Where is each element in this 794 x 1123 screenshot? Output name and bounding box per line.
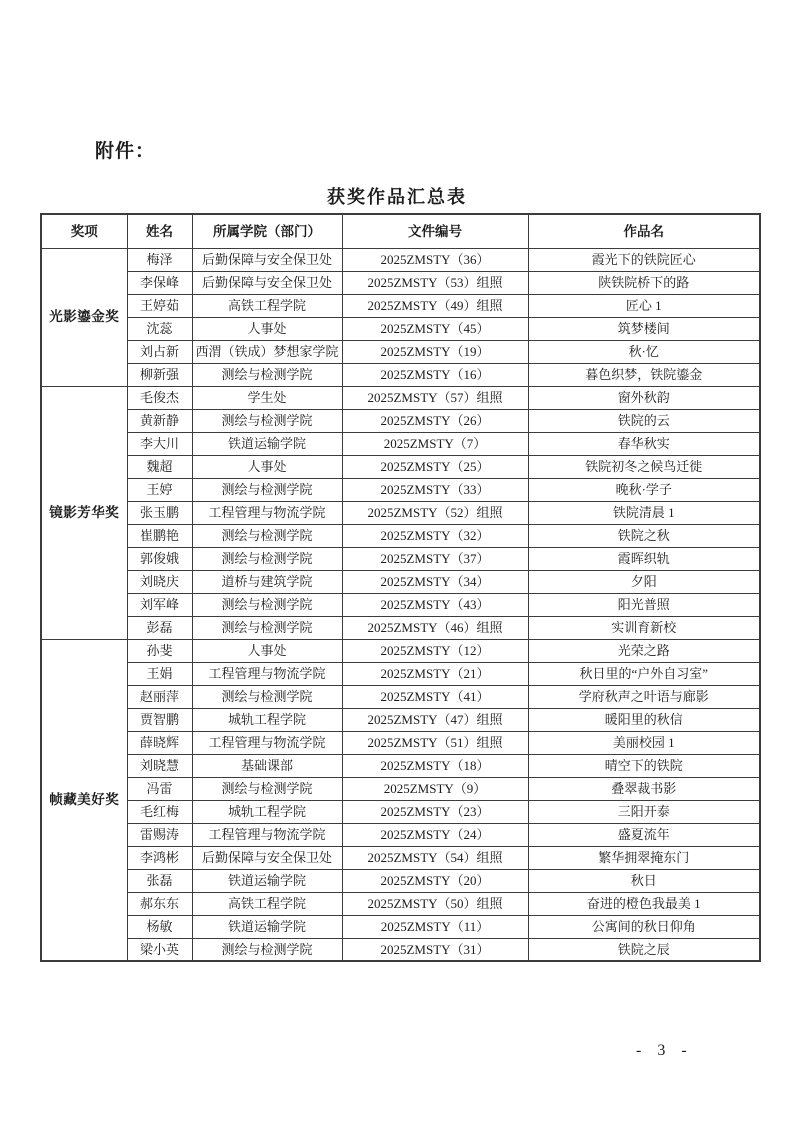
award-cell: 镜影芳华奖 <box>41 386 127 639</box>
awards-table <box>40 213 761 962</box>
table-row <box>41 892 760 915</box>
table-row <box>41 363 760 386</box>
file-number-cell: 2025ZMSTY（37） <box>342 547 528 570</box>
work-title-cell: 窗外秋韵 <box>528 386 760 409</box>
department-cell: 人事处 <box>192 317 342 340</box>
name-cell: 刘军峰 <box>127 593 192 616</box>
file-number-cell: 2025ZMSTY（51）组照 <box>342 731 528 754</box>
table-row <box>41 685 760 708</box>
work-title-cell: 铁院初冬之候鸟迁徙 <box>528 455 760 478</box>
name-cell: 刘晓庆 <box>127 570 192 593</box>
work-title-cell: 叠翠裁书影 <box>528 777 760 800</box>
department-cell: 道桥与建筑学院 <box>192 570 342 593</box>
award-cell: 光影鎏金奖 <box>41 248 127 386</box>
header-row <box>41 214 760 248</box>
work-title-cell: 陕铁院桥下的路 <box>528 271 760 294</box>
file-number-cell: 2025ZMSTY（53）组照 <box>342 271 528 294</box>
table-row <box>41 294 760 317</box>
department-cell: 测绘与检测学院 <box>192 593 342 616</box>
department-cell: 西渭（铁成）梦想家学院 <box>192 340 342 363</box>
department-cell: 后勤保障与安全保卫处 <box>192 846 342 869</box>
work-title-cell: 霞光下的铁院匠心 <box>528 248 760 271</box>
file-number-cell: 2025ZMSTY（25） <box>342 455 528 478</box>
table-row <box>41 547 760 570</box>
name-cell: 郝东东 <box>127 892 192 915</box>
table-row <box>41 731 760 754</box>
department-cell: 工程管理与物流学院 <box>192 662 342 685</box>
table-row <box>41 938 760 961</box>
work-title-cell: 筑梦楼间 <box>528 317 760 340</box>
file-number-cell: 2025ZMSTY（50）组照 <box>342 892 528 915</box>
table-row <box>41 478 760 501</box>
header-department: 所属学院（部门） <box>192 214 342 248</box>
name-cell: 魏超 <box>127 455 192 478</box>
file-number-cell: 2025ZMSTY（19） <box>342 340 528 363</box>
name-cell: 雷赐涛 <box>127 823 192 846</box>
department-cell: 工程管理与物流学院 <box>192 731 342 754</box>
file-number-cell: 2025ZMSTY（7） <box>342 432 528 455</box>
file-number-cell: 2025ZMSTY（49）组照 <box>342 294 528 317</box>
department-cell: 测绘与检测学院 <box>192 478 342 501</box>
work-title-cell: 暮色织梦，铁院鎏金 <box>528 363 760 386</box>
award-cell: 帧藏美好奖 <box>41 639 127 961</box>
name-cell: 张磊 <box>127 869 192 892</box>
table-row <box>41 340 760 363</box>
file-number-cell: 2025ZMSTY（21） <box>342 662 528 685</box>
name-cell: 杨敏 <box>127 915 192 938</box>
department-cell: 高铁工程学院 <box>192 892 342 915</box>
table-row <box>41 754 760 777</box>
file-number-cell: 2025ZMSTY（46）组照 <box>342 616 528 639</box>
department-cell: 后勤保障与安全保卫处 <box>192 271 342 294</box>
file-number-cell: 2025ZMSTY（26） <box>342 409 528 432</box>
work-title-cell: 晴空下的铁院 <box>528 754 760 777</box>
file-number-cell: 2025ZMSTY（23） <box>342 800 528 823</box>
name-cell: 郭俊娥 <box>127 547 192 570</box>
header-file-number: 文件编号 <box>342 214 528 248</box>
table-row <box>41 800 760 823</box>
department-cell: 铁道运输学院 <box>192 869 342 892</box>
work-title-cell: 暖阳里的秋信 <box>528 708 760 731</box>
work-title-cell: 公寓间的秋日仰角 <box>528 915 760 938</box>
name-cell: 沈蕊 <box>127 317 192 340</box>
department-cell: 人事处 <box>192 639 342 662</box>
attachment-label: 附件： <box>95 141 156 162</box>
name-cell: 薛晓辉 <box>127 731 192 754</box>
table-header <box>41 214 760 248</box>
file-number-cell: 2025ZMSTY（45） <box>342 317 528 340</box>
department-cell: 测绘与检测学院 <box>192 616 342 639</box>
table-row <box>41 593 760 616</box>
header-award: 奖项 <box>41 214 127 248</box>
name-cell: 王婷 <box>127 478 192 501</box>
table-row <box>41 317 760 340</box>
page-number: - 3 - <box>636 1042 693 1059</box>
work-title-cell: 光荣之路 <box>528 639 760 662</box>
name-cell: 孙斐 <box>127 639 192 662</box>
work-title-cell: 秋日 <box>528 869 760 892</box>
table-row <box>41 708 760 731</box>
name-cell: 梅泽 <box>127 248 192 271</box>
name-cell: 李鸿彬 <box>127 846 192 869</box>
department-cell: 人事处 <box>192 455 342 478</box>
work-title-cell: 阳光普照 <box>528 593 760 616</box>
department-cell: 测绘与检测学院 <box>192 685 342 708</box>
file-number-cell: 2025ZMSTY（11） <box>342 915 528 938</box>
department-cell: 测绘与检测学院 <box>192 363 342 386</box>
department-cell: 工程管理与物流学院 <box>192 823 342 846</box>
table-row <box>41 823 760 846</box>
work-title-cell: 铁院之秋 <box>528 524 760 547</box>
file-number-cell: 2025ZMSTY（33） <box>342 478 528 501</box>
table-row <box>41 846 760 869</box>
table-row <box>41 662 760 685</box>
file-number-cell: 2025ZMSTY（34） <box>342 570 528 593</box>
work-title-cell: 晚秋·学子 <box>528 478 760 501</box>
work-title-cell: 秋日里的“户外自习室” <box>528 662 760 685</box>
name-cell: 彭磊 <box>127 616 192 639</box>
file-number-cell: 2025ZMSTY（31） <box>342 938 528 961</box>
table-row <box>41 386 760 409</box>
table-row <box>41 777 760 800</box>
table-row <box>41 915 760 938</box>
work-title-cell: 铁院清晨 1 <box>528 501 760 524</box>
table-row <box>41 432 760 455</box>
file-number-cell: 2025ZMSTY（24） <box>342 823 528 846</box>
name-cell: 贾智鹏 <box>127 708 192 731</box>
name-cell: 赵丽萍 <box>127 685 192 708</box>
header-name: 姓名 <box>127 214 192 248</box>
name-cell: 黄新静 <box>127 409 192 432</box>
work-title-cell: 奋进的橙色我最美 1 <box>528 892 760 915</box>
name-cell: 冯雷 <box>127 777 192 800</box>
department-cell: 测绘与检测学院 <box>192 409 342 432</box>
name-cell: 王娟 <box>127 662 192 685</box>
work-title-cell: 实训育新校 <box>528 616 760 639</box>
file-number-cell: 2025ZMSTY（16） <box>342 363 528 386</box>
work-title-cell: 学府秋声之叶语与廊影 <box>528 685 760 708</box>
table-row <box>41 869 760 892</box>
department-cell: 测绘与检测学院 <box>192 938 342 961</box>
work-title-cell: 春华秋实 <box>528 432 760 455</box>
name-cell: 李保峰 <box>127 271 192 294</box>
file-number-cell: 2025ZMSTY（18） <box>342 754 528 777</box>
name-cell: 柳新强 <box>127 363 192 386</box>
department-cell: 铁道运输学院 <box>192 432 342 455</box>
table-row <box>41 570 760 593</box>
table-row <box>41 524 760 547</box>
table-row <box>41 616 760 639</box>
department-cell: 测绘与检测学院 <box>192 524 342 547</box>
file-number-cell: 2025ZMSTY（47）组照 <box>342 708 528 731</box>
name-cell: 毛红梅 <box>127 800 192 823</box>
department-cell: 测绘与检测学院 <box>192 777 342 800</box>
table-row <box>41 501 760 524</box>
file-number-cell: 2025ZMSTY（20） <box>342 869 528 892</box>
department-cell: 测绘与检测学院 <box>192 547 342 570</box>
table-row <box>41 639 760 662</box>
work-title-cell: 霞晖织轨 <box>528 547 760 570</box>
work-title-cell: 铁院的云 <box>528 409 760 432</box>
name-cell: 张玉鹏 <box>127 501 192 524</box>
file-number-cell: 2025ZMSTY（52）组照 <box>342 501 528 524</box>
table-row <box>41 455 760 478</box>
department-cell: 铁道运输学院 <box>192 915 342 938</box>
file-number-cell: 2025ZMSTY（9） <box>342 777 528 800</box>
work-title-cell: 匠心 1 <box>528 294 760 317</box>
table-row <box>41 248 760 271</box>
name-cell: 崔鹏艳 <box>127 524 192 547</box>
work-title-cell: 秋·忆 <box>528 340 760 363</box>
department-cell: 城轨工程学院 <box>192 800 342 823</box>
name-cell: 李大川 <box>127 432 192 455</box>
department-cell: 基础课部 <box>192 754 342 777</box>
name-cell: 毛俊杰 <box>127 386 192 409</box>
file-number-cell: 2025ZMSTY（32） <box>342 524 528 547</box>
work-title-cell: 三阳开泰 <box>528 800 760 823</box>
file-number-cell: 2025ZMSTY（41） <box>342 685 528 708</box>
department-cell: 工程管理与物流学院 <box>192 501 342 524</box>
department-cell: 高铁工程学院 <box>192 294 342 317</box>
name-cell: 王婷茹 <box>127 294 192 317</box>
work-title-cell: 夕阳 <box>528 570 760 593</box>
work-title-cell: 美丽校园 1 <box>528 731 760 754</box>
department-cell: 学生处 <box>192 386 342 409</box>
table-row <box>41 271 760 294</box>
department-cell: 城轨工程学院 <box>192 708 342 731</box>
file-number-cell: 2025ZMSTY（57）组照 <box>342 386 528 409</box>
name-cell: 刘占新 <box>127 340 192 363</box>
name-cell: 梁小英 <box>127 938 192 961</box>
department-cell: 后勤保障与安全保卫处 <box>192 248 342 271</box>
table-row <box>41 409 760 432</box>
table-body <box>41 248 760 961</box>
file-number-cell: 2025ZMSTY（12） <box>342 639 528 662</box>
file-number-cell: 2025ZMSTY（43） <box>342 593 528 616</box>
work-title-cell: 铁院之辰 <box>528 938 760 961</box>
work-title-cell: 盛夏流年 <box>528 823 760 846</box>
name-cell: 刘晓慧 <box>127 754 192 777</box>
header-work-title: 作品名 <box>528 214 760 248</box>
file-number-cell: 2025ZMSTY（36） <box>342 248 528 271</box>
work-title-cell: 繁华拥翠掩东门 <box>528 846 760 869</box>
page-title: 获奖作品汇总表 <box>327 187 467 207</box>
file-number-cell: 2025ZMSTY（54）组照 <box>342 846 528 869</box>
